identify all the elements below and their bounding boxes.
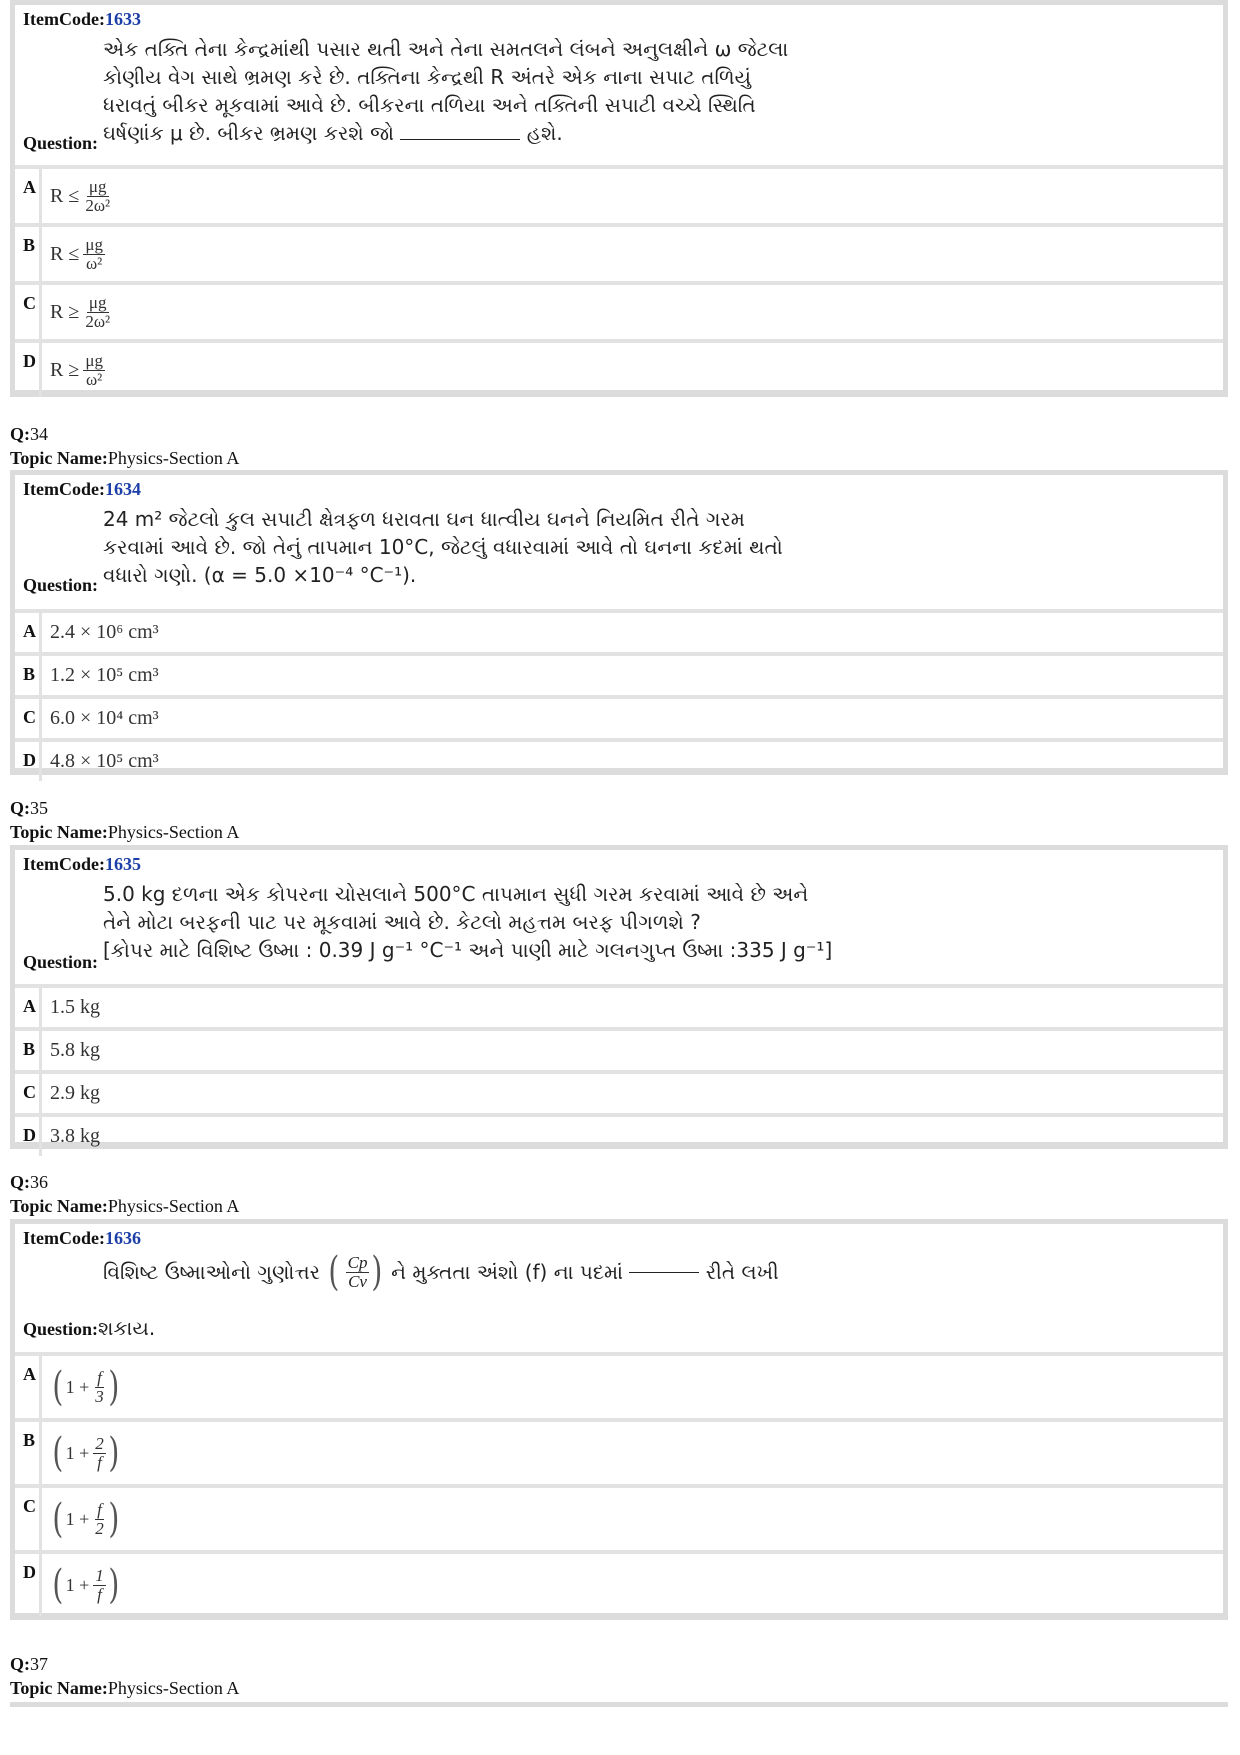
option-c[interactable]: C 6.0 × 10⁴ cm³ bbox=[15, 695, 1223, 738]
topic-name: Topic Name:Physics-Section A bbox=[10, 448, 240, 468]
question-label: Question: bbox=[23, 133, 99, 153]
topic-name: Topic Name:Physics-Section A bbox=[10, 1196, 240, 1216]
answer-blank bbox=[400, 138, 520, 140]
item-code: 1636 bbox=[104, 1228, 141, 1248]
question-text: 5.0 kg દળના એક કોપરના ચોસલાને 500°C તાપમાન સુધી ગરમ કરવામાં આવે છે અને તેને મોટા બરફની પાટ પર મૂકવામાં આવે છે. કેટલો મહત્તમ બરફ પીગળશે ? [કોપર માટે વિશિષ્ટ ઉષ્મા : 0.39 J g⁻¹ °C⁻¹ અને પાણી માટે ગલનગુપ્ત ઉષ્મા :335 J g⁻¹] bbox=[103, 882, 833, 962]
item-code-label: ItemCode:1635 bbox=[23, 854, 141, 874]
option-d[interactable]: D R ≥ $\frac{\mu g}{\text{ω²}}$ bbox=[15, 339, 1223, 397]
option-d[interactable]: D 4.8 × 10⁵ cm³ bbox=[15, 738, 1223, 781]
answer-blank bbox=[629, 1271, 699, 1273]
question-label: Question:શકાય. bbox=[23, 1316, 156, 1340]
item-code: 1635 bbox=[104, 854, 141, 874]
question-card-1634 bbox=[10, 470, 1228, 775]
item-code: 1634 bbox=[104, 479, 141, 499]
option-d[interactable]: D 3.8 kg bbox=[15, 1113, 1223, 1156]
option-b[interactable]: B ( 1 + $\frac{2}{f}$ ) bbox=[15, 1418, 1223, 1484]
question-number: Q:35 bbox=[10, 798, 48, 818]
question-card-1633 bbox=[10, 0, 1228, 397]
option-b[interactable]: B 1.2 × 10⁵ cm³ bbox=[15, 652, 1223, 695]
item-code-label: ItemCode:1634 bbox=[23, 479, 141, 499]
question-text: એક તક્તિ તેના કેન્દ્રમાંથી પસાર થતી અને તેના સમતલને લંબને અનુલક્ષીને ω જેટલા કોણીય વેગ સાથે ભ્રમણ કરે છે. તક્તિના કેન્દ્રથી R અંતરે એક નાના સપાટ તળિયું ધરાવતું બીકર મૂકવામાં આવે છે. બીકરના તળિયા અને તક્તિની સપાટી વચ્ચે સ્થિતિ ઘર્ષણાંક μ છે. બીકર ભ્રમણ કરશે જો હશે. bbox=[103, 37, 789, 145]
option-a[interactable]: A 2.4 × 10⁶ cm³ bbox=[15, 609, 1223, 652]
question-number: Q:36 bbox=[10, 1172, 48, 1192]
card-top-border bbox=[10, 1702, 1228, 1707]
question-number: Q:37 bbox=[10, 1654, 48, 1674]
option-d[interactable]: D ( 1 + $\frac{1}{f}$ ) bbox=[15, 1550, 1223, 1616]
item-code: 1633 bbox=[104, 9, 141, 29]
question-label: Question: bbox=[23, 952, 99, 972]
option-a[interactable]: A 1.5 kg bbox=[15, 984, 1223, 1027]
question-card-1636 bbox=[10, 1219, 1228, 1620]
item-code-label: ItemCode:1633 bbox=[23, 9, 141, 29]
topic-name: Topic Name:Physics-Section A bbox=[10, 1678, 240, 1698]
option-a[interactable]: A R ≤ $\frac{\mu g}{\text{2ω²}}$ bbox=[15, 165, 1223, 223]
question-card-1635 bbox=[10, 845, 1228, 1149]
question-text: વિશિષ્ટ ઉષ્માઓનો ગુણોત્તર ( $\frac{Cp}{Cv}$ ) ને મુક્તતા અંશો (f) ના પદમાં રીતે લખી bbox=[103, 1249, 779, 1295]
option-c[interactable]: C ( 1 + $\frac{f}{2}$ ) bbox=[15, 1484, 1223, 1550]
topic-name: Topic Name:Physics-Section A bbox=[10, 822, 240, 842]
question-label: Question: bbox=[23, 575, 99, 595]
option-c[interactable]: C R ≥ $\frac{\mu g}{\text{2ω²}}$ bbox=[15, 281, 1223, 339]
item-code-label: ItemCode:1636 bbox=[23, 1228, 141, 1248]
option-b[interactable]: B R ≤ $\frac{\mu g}{\text{ω²}}$ bbox=[15, 223, 1223, 281]
question-text: 24 m² જેટલો કુલ સપાટી ક્ષેત્રફળ ધરાવતા ઘન ધાત્વીય ઘનને નિયમિત રીતે ગરમ કરવામાં આવે છે. જો તેનું તાપમાન 10°C, જેટલું વધારવામાં આવે તો ઘનના કદમાં થતો વધારો ગણો. (α = 5.0 ×10⁻⁴ °C⁻¹). bbox=[103, 507, 783, 587]
option-b[interactable]: B 5.8 kg bbox=[15, 1027, 1223, 1070]
option-c[interactable]: C 2.9 kg bbox=[15, 1070, 1223, 1113]
question-number: Q:34 bbox=[10, 424, 48, 444]
option-a[interactable]: A ( 1 + $\frac{f}{3}$ ) bbox=[15, 1352, 1223, 1418]
